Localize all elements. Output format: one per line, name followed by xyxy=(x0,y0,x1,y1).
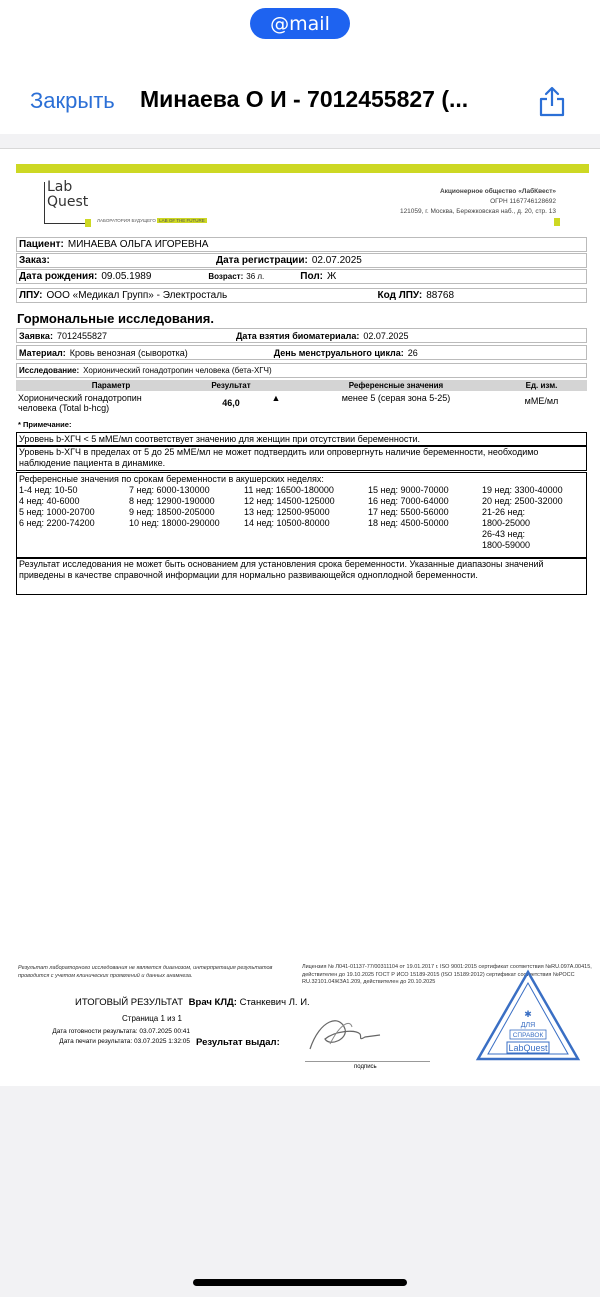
ref-item: 14 нед: 10500-80000 xyxy=(244,518,330,528)
request-row xyxy=(16,328,587,343)
print-date: Дата печати результата: 03.07.2025 1:32:05 xyxy=(59,1038,190,1045)
cycle-value: 26 xyxy=(407,347,418,358)
svg-text:✱: ✱ xyxy=(524,1009,532,1019)
company-square xyxy=(554,218,560,226)
signature xyxy=(300,1009,390,1059)
mail-badge: @mail xyxy=(250,8,350,39)
param-line-2: человека (Total b-hcg) xyxy=(18,403,110,413)
header-result: Результат xyxy=(206,380,256,391)
company-info xyxy=(400,187,556,217)
cycle-label: День менструального цикла: xyxy=(273,347,404,358)
lpu-code-value: 88768 xyxy=(426,290,455,301)
ref-item: 8 нед: 12900-190000 xyxy=(129,496,215,506)
reg-date-value: 02.07.2025 xyxy=(311,255,362,266)
final-label: ИТОГОВЫЙ РЕЗУЛЬТАТ xyxy=(75,997,184,1008)
unit-value: мМЕ/мл xyxy=(524,396,559,406)
param-cell xyxy=(16,391,206,415)
material-row xyxy=(16,345,587,360)
conclusion-box: Результат исследования не может быть основанием для установления срока беременности. Указанные диапазоны значений приведены в качестве справочной информации для нормально развивающейся одноплодной беременности. xyxy=(16,557,587,595)
request-value: 7012455827 xyxy=(56,330,107,341)
signature-label: подпись xyxy=(354,1064,377,1070)
section-title: Гормональные исследования. xyxy=(17,311,214,326)
page-counter: Страница 1 из 1 xyxy=(122,1014,182,1023)
sample-date-label: Дата взятия биоматериала: xyxy=(235,330,360,341)
company-ogrn: ОГРН 1167746128692 xyxy=(490,198,556,205)
dob-row xyxy=(16,269,587,284)
document-title: Минаева О И - 7012455827 (... xyxy=(140,86,469,112)
header-flag xyxy=(256,380,296,391)
header-parameter: Параметр xyxy=(16,380,206,391)
ready-date: Дата готовности результата: 03.07.2025 00:41 xyxy=(52,1028,190,1035)
dob-label: Дата рождения: xyxy=(19,271,98,282)
age-value: 36 л. xyxy=(246,272,265,281)
ref-item: 21-26 нед: xyxy=(482,507,526,517)
material-label: Материал: xyxy=(19,347,66,358)
results-table xyxy=(16,380,587,415)
header-unit: Ед. изм. xyxy=(496,380,587,391)
sex-label: Пол: xyxy=(300,271,323,282)
table-row xyxy=(16,391,587,415)
ref-item: 26-43 нед: xyxy=(482,529,526,539)
header-reference: Референсные значения xyxy=(296,380,496,391)
ref-col-5 xyxy=(482,485,582,551)
ref-item: 18 нед: 4500-50000 xyxy=(368,518,449,528)
dates-block xyxy=(22,1027,190,1047)
lpu-label: ЛПУ: xyxy=(19,290,43,301)
ref-col-3 xyxy=(244,485,368,551)
issued-label: Результат выдал: xyxy=(196,1037,280,1048)
request-label: Заявка: xyxy=(19,330,53,341)
ref-item: 11 нед: 16500-180000 xyxy=(244,485,334,495)
logo-square xyxy=(85,219,91,227)
company-address: 121059, г. Москва, Бережковская наб., д. 20, стр. 13 xyxy=(399,208,556,215)
ref-item: 20 нед: 2500-32000 xyxy=(482,496,563,506)
note-box-1: Уровень b-ХГЧ < 5 мМЕ/мл соответствует значению для женщин при отсутствии беременности. xyxy=(16,432,587,447)
param-line-1: Хорионический гонадотропин xyxy=(18,393,142,403)
stamp-brand: LabQuest xyxy=(508,1043,548,1053)
note-box-2: Уровень b-ХГЧ в пределах от 5 до 25 мМЕ/мл не может подтвердить или опровергнуть наличие беременности, необходимо наблюдение пациента в динамике. xyxy=(16,445,587,471)
ref-item: 17 нед: 5500-56000 xyxy=(368,507,449,517)
material-value: Кровь венозная (сыворотка) xyxy=(69,347,188,358)
tagline-en: LAB OF THE FUTURE xyxy=(159,218,205,223)
reference-title: Референсные значения по срокам беременности в акушерских неделях: xyxy=(19,474,324,484)
ref-item: 1-4 нед: 10-50 xyxy=(19,485,78,495)
lpu-row xyxy=(16,288,587,303)
signature-line xyxy=(305,1061,430,1062)
logo-text-1: Lab xyxy=(47,179,73,195)
ref-item: 1800-25000 xyxy=(482,518,531,528)
order-label: Заказ: xyxy=(19,255,50,266)
lab-tagline xyxy=(97,218,207,223)
study-row xyxy=(16,363,587,378)
logo-text-2: Quest xyxy=(47,194,89,210)
home-indicator[interactable] xyxy=(193,1279,407,1286)
stamp-icon xyxy=(474,969,582,1064)
close-button[interactable]: Закрыть xyxy=(30,88,115,113)
ref-item: 5 нед: 1000-20700 xyxy=(19,507,95,517)
ref-col-2 xyxy=(129,485,244,551)
final-result-line xyxy=(75,997,310,1008)
document-page[interactable] xyxy=(0,148,600,1086)
patient-label: Пациент: xyxy=(19,239,64,250)
share-icon xyxy=(537,85,567,117)
ref-item: 12 нед: 14500-125000 xyxy=(244,496,335,506)
up-arrow-icon: ▲ xyxy=(271,393,281,403)
ref-col-1 xyxy=(19,485,129,551)
share-button[interactable] xyxy=(537,85,567,117)
doctor-label: Врач КЛД: xyxy=(188,997,237,1008)
footer-note: Результат лабораторного исследования не является диагнозом, интерпретация результатов проводится с учетом клинических проявлений и данных анамнеза. xyxy=(18,965,273,979)
logo-text xyxy=(47,180,88,210)
ref-item: 9 нед: 18500-205000 xyxy=(129,507,215,517)
ref-item: 19 нед: 3300-40000 xyxy=(482,485,563,495)
order-row xyxy=(16,253,587,268)
ref-item: 10 нед: 18000-290000 xyxy=(129,518,220,528)
result-value: 46,0 xyxy=(222,398,240,408)
sample-date-value: 02.07.2025 xyxy=(363,330,409,341)
ref-item: 1800-59000 xyxy=(482,540,531,550)
study-value: Хорионический гонадотропин человека (бета-ХГЧ) xyxy=(83,366,272,375)
patient-value: МИНАЕВА ОЛЬГА ИГОРЕВНА xyxy=(67,239,209,250)
reference-grid xyxy=(19,485,584,551)
ref-item: 4 нед: 40-6000 xyxy=(19,496,80,506)
lpu-value: ООО «Медикал Групп» - Электросталь xyxy=(46,290,228,301)
note-label: * Примечание: xyxy=(18,420,72,429)
ref-item: 6 нед: 2200-74200 xyxy=(19,518,95,528)
license-info: Лицензия № Л041-01137-77/00311104 от 19.01.2017 г. ISO 9001:2015 сертификат соответствия №RU.097А.00415, действителен до 19.10.2025 ГОСТ Р ИСО 15189-2015 (ISO 15189:2012) сертификат соответствия №РОСС RU.32101.04ЖЗА1.209, действителен до 20.10.2025 xyxy=(302,964,592,985)
dob-value: 09.05.1989 xyxy=(101,271,152,282)
lpu-code-label: Код ЛПУ: xyxy=(377,290,423,301)
ref-item: 15 нед: 9000-70000 xyxy=(368,485,449,495)
ref-item: 13 нед: 12500-95000 xyxy=(244,507,330,517)
company-name: Акционерное общество «ЛабКвест» xyxy=(439,188,556,195)
stamp-text-2: СПРАВОК xyxy=(512,1032,544,1039)
study-label: Исследование: xyxy=(19,366,80,375)
reg-date-label: Дата регистрации: xyxy=(216,255,308,266)
doctor-value: Станкевич Л. И. xyxy=(239,997,310,1008)
reference-value: менее 5 (серая зона 5-25) xyxy=(341,393,451,403)
ref-item: 7 нед: 6000-130000 xyxy=(129,485,210,495)
patient-row xyxy=(16,237,587,252)
reference-box xyxy=(16,472,587,559)
stamp-text-1: ДЛЯ xyxy=(520,1022,536,1029)
tagline-ru: ЛАБОРАТОРИЯ БУДУЩЕГО xyxy=(97,218,156,223)
age-label: Возраст: xyxy=(208,272,244,281)
sex-value: Ж xyxy=(327,271,337,282)
ref-item: 16 нед: 7000-64000 xyxy=(368,496,449,506)
ref-col-4 xyxy=(368,485,482,551)
table-header-row xyxy=(16,380,587,391)
brand-bar xyxy=(16,164,589,173)
